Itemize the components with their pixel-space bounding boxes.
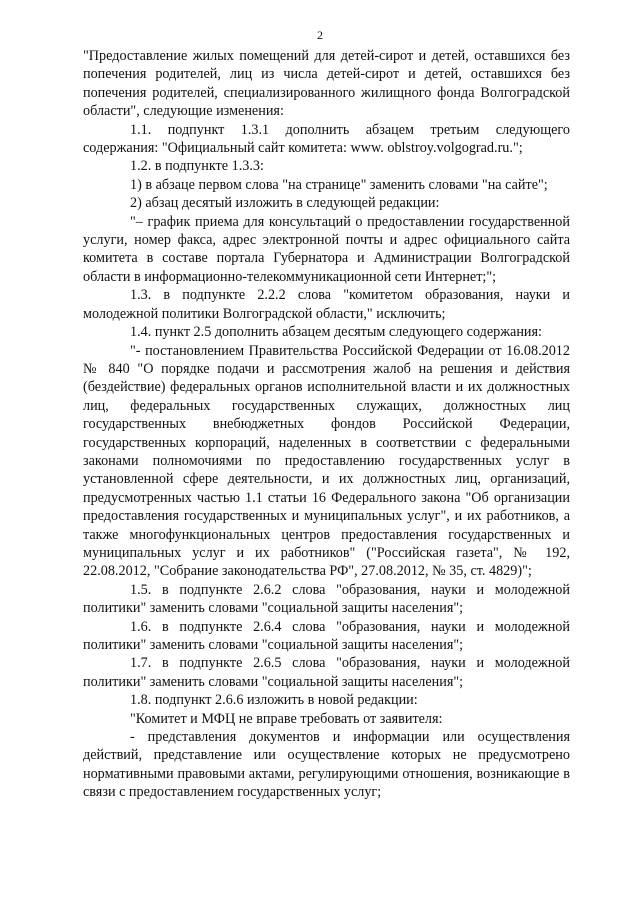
paragraph: 1.3. в подпункте 2.2.2 слова "комитетом образования, науки и молодежной политики Волгоградской области," исключить; [83, 287, 570, 322]
paragraph: 1.6. в подпункте 2.6.4 слова "образования, науки и молодежной политики" заменить словами "социальной защиты населения"; [83, 618, 570, 653]
page-number: 2 [317, 28, 323, 42]
paragraph: 2) абзац десятый изложить в следующей редакции: [130, 195, 440, 212]
paragraph: "– график приема для консультаций о предоставлении государственной услуги, номер факса, адрес электронной почты и адрес официального сайта комитета в составе портала Губернатора и Администрации Волгоградской области в информационно-телекоммуникационной сети Интернет;"; [83, 213, 570, 285]
paragraph: 1.8. подпункт 2.6.6 изложить в новой редакции: [130, 692, 418, 709]
paragraph: 1.2. в подпункте 1.3.3: [130, 158, 264, 175]
paragraph: "Комитет и МФЦ не вправе требовать от заявителя: [130, 710, 443, 727]
document-body [83, 47, 570, 802]
paragraph: "- постановлением Правительства Российской Федерации от 16.08.2012 № 840 "О порядке подачи и рассмотрения жалоб на решения и действия (бездействие) федеральных органов исполнительной власти и их должностных лиц, федеральных государственных служащих, должностных лиц государственных внебюджетных фондов Российской Федерации, государственных корпораций, наделенных в соответствии с федеральными законами полномочиями по предоставлению государственных услуг в установленной сфере деятельности, и их должностных лиц, организаций, предусмотренных частью 1.1 статьи 16 Федерального закона "Об организации предоставления государственных и муниципальных услуг", и их работников, а также многофункциональных центров предоставления государственных и муниципальных услуг и их работников" ("Российская газета", № 192, 22.08.2012, "Собрание законодательства РФ", 27.08.2012, № 35, ст. 4829)"; [83, 342, 570, 580]
paragraph: 1.4. пункт 2.5 дополнить абзацем десятым следующего содержания: [130, 324, 542, 341]
paragraph: 1.7. в подпункте 2.6.5 слова "образования, науки и молодежной политики" заменить словами "социальной защиты населения"; [83, 655, 570, 690]
paragraph: 1.1. подпункт 1.3.1 дополнить абзацем третьим следующего содержания: "Официальный сайт комитета: www. oblstroy.volgograd.ru."; [83, 121, 570, 157]
paragraph: "Предоставление жилых помещений для детей-сирот и детей, оставшихся без попечения родителей, лиц из числа детей-сирот и детей, оставшихся без попечения родителей, специализированного жилищного фонда Волгоградской области", следующие изменения: [83, 48, 570, 120]
paragraph: - представления документов и информации или осуществления действий, представление или осуществление которых не предусмотрено нормативными правовыми актами, регулирующими отношения, возникающие в связи с предоставлением государственных услуг; [83, 729, 570, 801]
paragraph: 1) в абзаце первом слова "на странице" заменить словами "на сайте"; [130, 176, 548, 193]
paragraph: 1.5. в подпункте 2.6.2 слова "образования, науки и молодежной политики" заменить словами "социальной защиты населения"; [83, 581, 570, 617]
